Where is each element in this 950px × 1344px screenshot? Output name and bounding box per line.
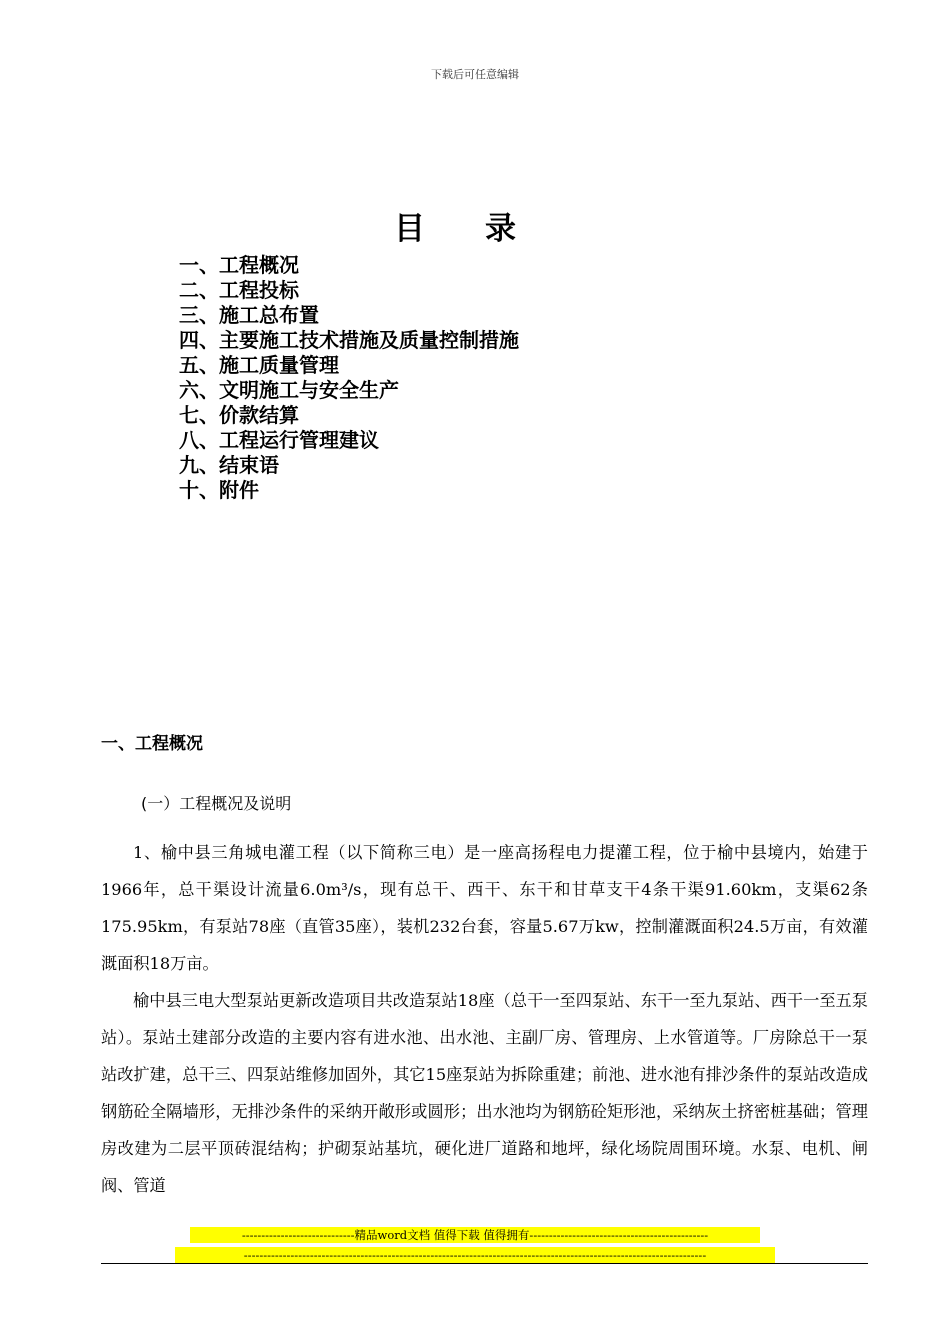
footer-rule	[101, 1263, 868, 1264]
footer-line: -----------------------------------------------------------------------------------------------------------------------	[175, 1247, 775, 1263]
toc-list	[179, 253, 519, 503]
toc-item: 八、工程运行管理建议	[179, 428, 379, 452]
toc-item: 七、价款结算	[179, 403, 299, 427]
footer-line: -----------------------------精品word文档 值得下载 值得拥有----------------------------------------------	[190, 1227, 760, 1243]
page-footer-banner	[0, 1227, 950, 1267]
toc-item: 一、工程概况	[179, 253, 299, 277]
page-header: 下载后可任意编辑	[431, 68, 519, 81]
subsection-heading: (一）工程概况及说明	[141, 794, 292, 813]
toc-item: 九、结束语	[179, 453, 279, 477]
toc-item: 十、附件	[179, 478, 259, 502]
toc-title: 目录	[394, 211, 576, 247]
section-heading: 一、工程概况	[101, 734, 203, 754]
toc-item: 六、文明施工与安全生产	[179, 378, 399, 402]
body-text	[101, 834, 868, 1204]
toc-item: 三、施工总布置	[179, 303, 319, 327]
toc-item: 四、主要施工技术措施及质量控制措施	[179, 328, 519, 352]
toc-item: 五、施工质量管理	[179, 353, 339, 377]
body-paragraph: 榆中县三电大型泵站更新改造项目共改造泵站18座（总干一至四泵站、东干一至九泵站、西干一至五泵站）。泵站土建部分改造的主要内容有进水池、出水池、主副厂房、管理房、上水管道等。厂房除总干一泵站改扩建，总干三、四泵站维修加固外，其它15座泵站为拆除重建；前池、进水池有排沙条件的泵站改造成钢筋砼全隔墙形，无排沙条件的采纳开敞形或圆形；出水池均为钢筋砼矩形池，采纳灰土挤密桩基础；管理房改建为二层平顶砖混结构；护砌泵站基坑，硬化进厂道路和地坪，绿化场院周围环境。水泵、电机、闸阀、管道	[101, 991, 868, 1195]
body-paragraph: 1、榆中县三角城电灌工程（以下简称三电）是一座高扬程电力提灌工程，位于榆中县境内，始建于1966年，总干渠设计流量6.0m³/s，现有总干、西干、东干和甘草支干4条干渠91.60km，支渠62条175.95km，有泵站78座（直管35座），装机232台套，容量5.67万kw，控制灌溉面积24.5万亩，有效灌溉面积18万亩。	[101, 843, 868, 973]
toc-item: 二、工程投标	[179, 278, 299, 302]
